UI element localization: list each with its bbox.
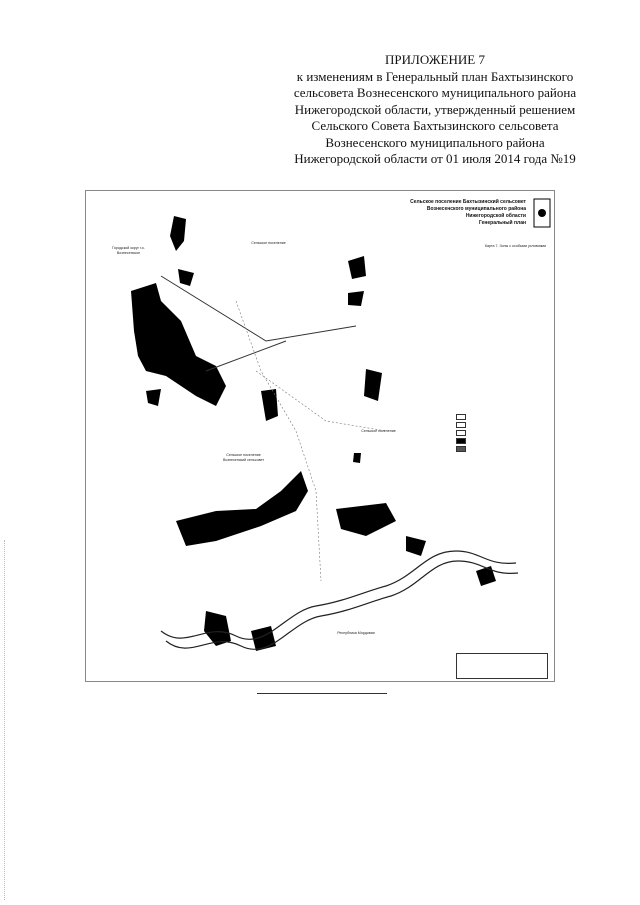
forest-area [353,453,361,463]
legend-swatch [456,422,466,428]
map-title-line: Сельское поселение Бахтызинский сельсовет [410,199,526,205]
scan-edge [4,540,6,900]
map-title-line: Вознесенского муниципального района [426,206,526,212]
legend-row [456,421,541,429]
forest-area [348,291,364,306]
forest-area [204,611,231,646]
forest-area [178,269,194,286]
district-boundary [161,276,356,341]
header-line: Нижегородской области от 01 июля 2014 года №19 [294,151,576,166]
header-line: Сельского Совета Бахтызинского сельсовета [311,118,559,133]
legend-swatch [456,438,466,444]
label-north: Сельское поселение [251,241,286,245]
header-line: сельсовета Вознесенского муниципального района [293,85,577,100]
road [236,301,321,581]
forest-area [131,283,226,406]
forest-area [176,471,308,546]
title-block-stamp [456,653,548,679]
legend-row [456,429,541,437]
header-line: Вознесенского муниципального района [325,134,545,150]
legend-swatch [456,446,466,452]
map-title-line: Нижегородской области [465,213,526,219]
header-line: к изменениям в Генеральный план Бахтызинского [296,68,574,84]
label-north-west: Городской округ г.о. Вознесенское [112,246,145,255]
forest-area [336,503,396,536]
header-line: Нижегородской области, утвержденный решением [294,101,576,117]
forest-area [348,256,366,279]
document-header [250,52,620,168]
forest-area [170,216,186,251]
map-legend [456,413,541,453]
legend-row [456,437,541,445]
appendix-number: ПРИЛОЖЕНИЕ 7 [385,52,485,67]
bottom-rule [257,693,387,694]
forest-area [261,389,278,421]
forest-area [476,566,496,586]
legend-row [456,445,541,453]
label-river: Республика Мордовия [337,631,375,635]
forest-area [146,389,161,406]
map-title-line: Генеральный план [479,220,526,226]
map-subtitle: Карта 7. Зоны с особыми условиями [484,244,546,248]
legend-swatch [456,414,466,420]
legend-row [456,413,541,421]
forest-area [364,369,382,401]
district-boundary [206,341,286,371]
map-title-block [391,199,526,227]
label-east: Сельское поселение [361,429,396,433]
legend-swatch [456,430,466,436]
label-center: Сельское поселение Вознесенский сельсовет [222,453,265,462]
forest-area [406,536,426,556]
general-plan-map [85,190,555,682]
